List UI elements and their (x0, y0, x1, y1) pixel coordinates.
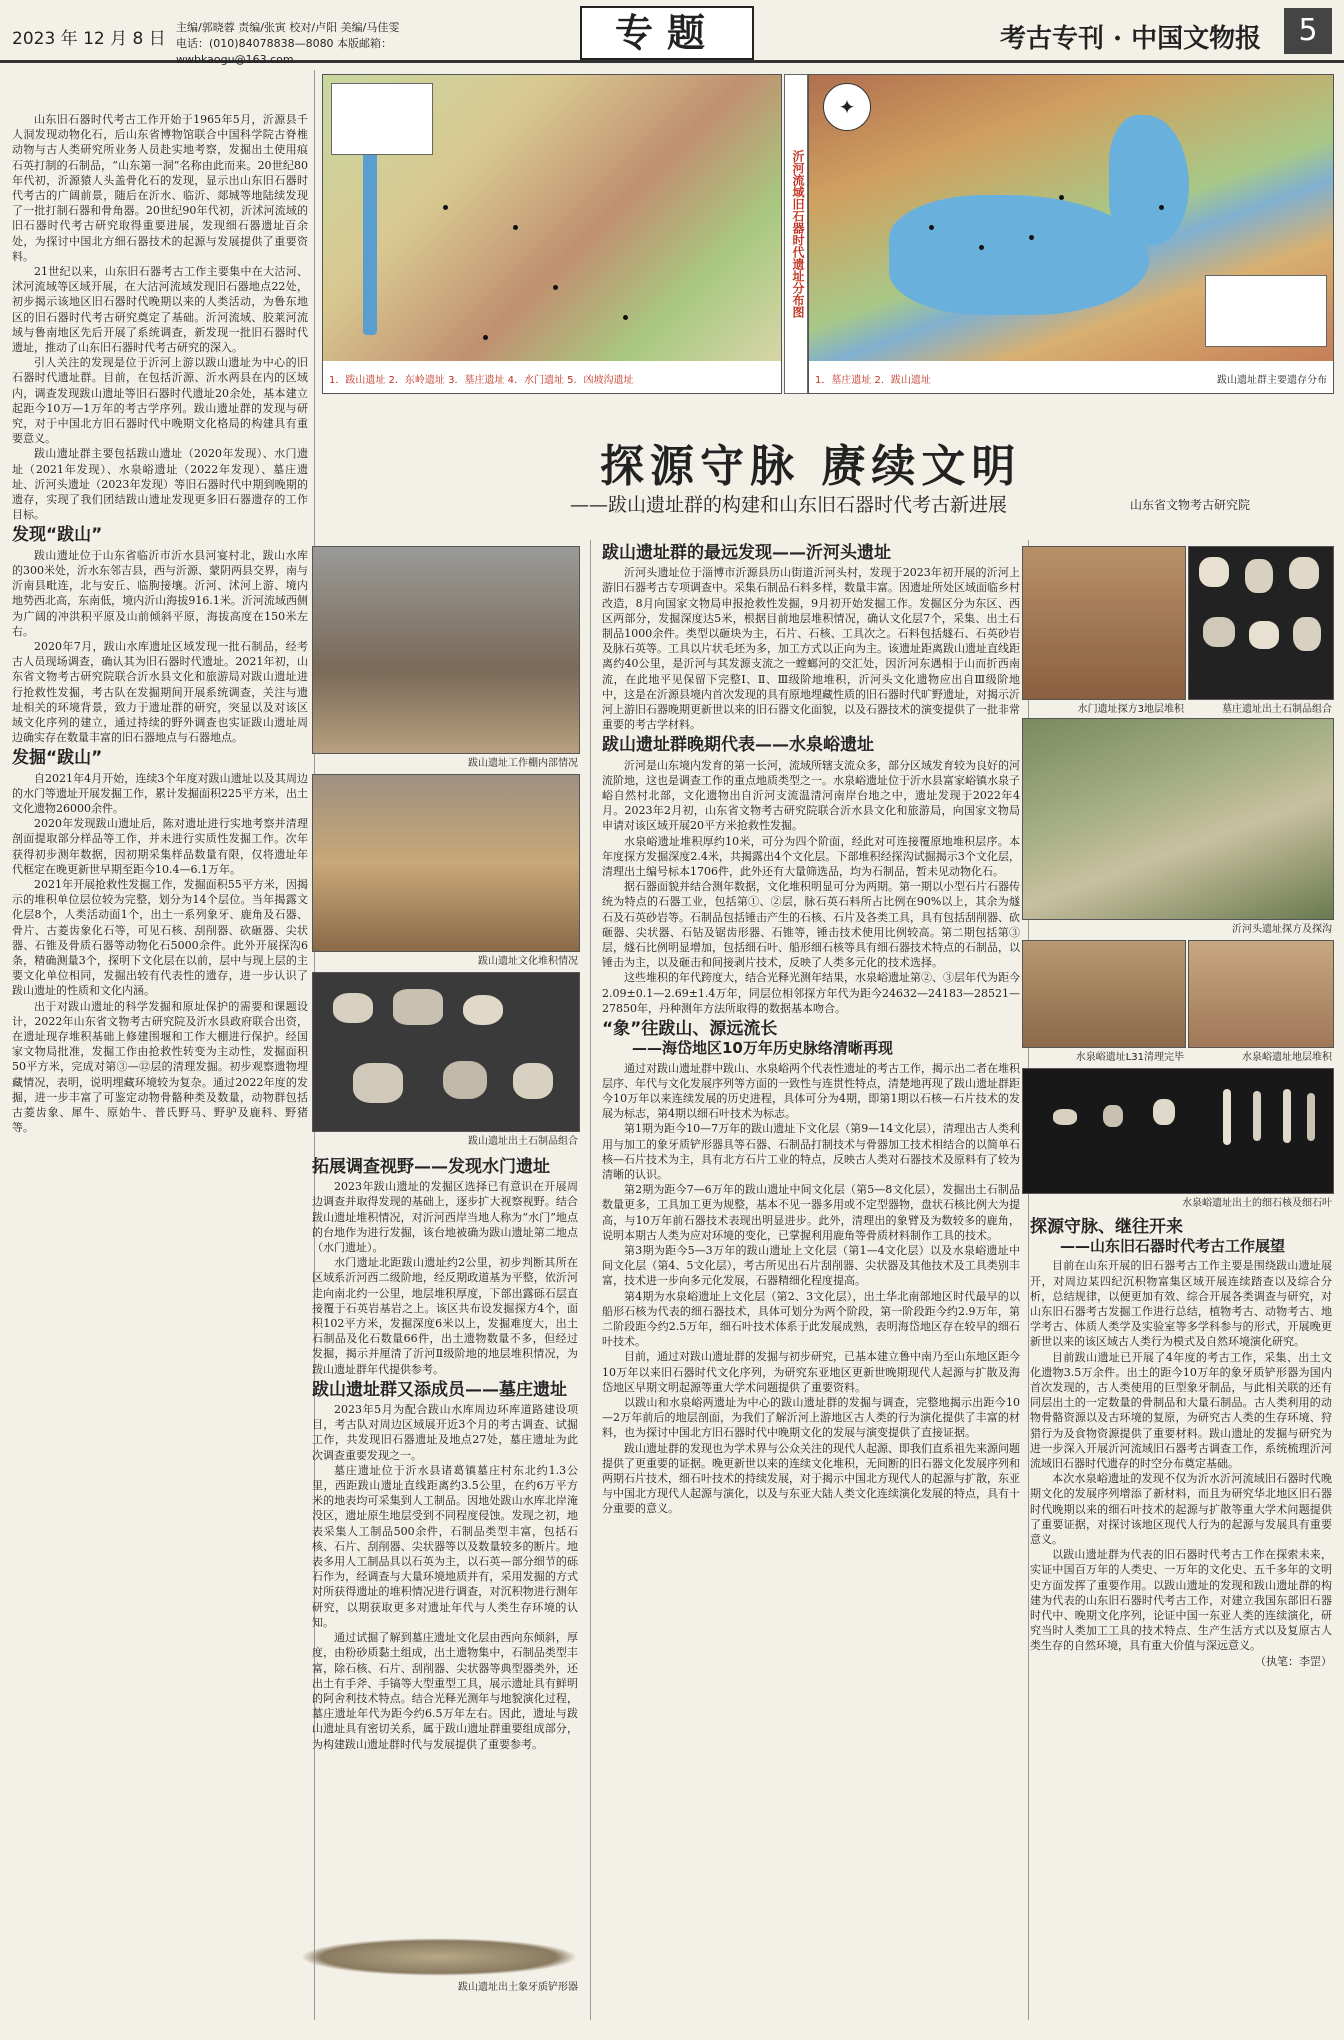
paragraph: 据石器面貌并结合测年数据，文化堆积明显可分为两期。第一期以小型石片石器传统为特点的石器工业，包括第①、②层，脉石英石料所占比例在90%以上，其余为燧石及石英砂岩等。石制品包括锤击产生的石核、石片及各类工具，具有包括刮削器、砍砸器、尖状器、石钻及锯齿形器、石锥等，锤击技术使用比例较高。第二期包括第③层，燧石比例明显增加，包括细石叶、船形细石核等具有细石器技术特点的石制品，以锤击为主，以及砸击和间接剥片技术，反映了人类多元化的技术选择。 (602, 880, 1020, 970)
left-map-legend: 1．跋山遗址 2．东岭遗址 3．墓庄遗址 4．水门遗址 5．凶坡沟遗址 (323, 361, 781, 393)
site-marker (443, 205, 448, 210)
artifact (513, 1063, 553, 1099)
paragraph: 通过试掘了解到墓庄遗址文化层由西向东倾斜，厚度，由粉砂质黏土组成，出土遗物集中，石制品类型丰富，除石核、石片、刮削器、尖状器等典型器类外，还出土有手斧、手镐等大型重型工具，展示遗址具有鲜明的阿舍利技术特点。结合光释光测年与地貌演化过程，墓庄遗址年代为距今约6.5万年左右。因此，遗址与跋山遗址具有密切关系，属于跋山遗址群重要组成部分，为构建跋山遗址群时代与发展提供了重要参考。 (312, 1631, 578, 1751)
photo-caption: 水泉峪遗址L31清理完毕 (1075, 1052, 1184, 1063)
paragraph: 本次水泉峪遗址的发现不仅为沂水沂河流域旧石器时代晚期文化的发展序列增添了新材料，而且为研究华北地区旧石器时代晚期以来的细石叶技术的起源与扩散等重大学术问题提供了重要证据，对探讨该地区现代人行为的起源与发展具有重要意义。 (1030, 1472, 1332, 1547)
site-marker (513, 225, 518, 230)
artifact (1307, 1093, 1315, 1141)
site-marker (553, 285, 558, 290)
section-heading: 发掘“跋山” (12, 748, 103, 769)
column-divider (590, 540, 591, 2020)
site-marker (979, 245, 984, 250)
paragraph: 目前，通过对跋山遗址群的发掘与初步研究，已基本建立鲁中南乃至山东地区距今10万年以来旧石器时代文化序列，为研究东亚地区更新世晚期现代人起源与扩散及海岱地区早期文明起源等重大学术问题提供了重要资料。 (602, 1350, 1020, 1394)
paragraph: 引人关注的发现是位于沂河上游以跋山遗址为中心的旧石器时代遗址群。目前，在包括沂源、沂水两县在内的区域内，调查发现跋山遗址等旧石器时代遗址20余处，基本建立起距今10万—1万年的考古学序列。跋山遗址群的发现与研究，对于中国北方旧石器时代中晚期文化格局的构建具有重要意义。 (12, 356, 308, 446)
photo-shuiquanyu-strata (1188, 940, 1334, 1048)
photo-caption: 水泉峪遗址出土的细石核及细石叶 (1182, 1198, 1332, 1209)
paragraph: 跋山遗址位于山东省临沂市沂水县河宴村北，跋山水库的300米处，沂水东邻吉县，西与沂源、蒙阴两县交界，南与沂南县毗连，北与安丘、临朐接壤。沂河、沭河上游、境内地势西北高，东南低，境内沂山海拔916.1米。沂河流域西侧为广阔的冲洪积平原及山前倾斜平原，海拔高度在150米左右。 (12, 548, 308, 638)
photo-yihetou-aerial (1022, 718, 1334, 920)
column-2 (312, 1154, 578, 1924)
paragraph: 水泉峪遗址堆积厚约10米，可分为四个阶面，经此对可连接覆原地堆积层序。本年度探方发掘深度2.4米，共揭露出4个文化层。下部堆积经探沟试掘揭示3个文化层，清理出土编号标本1706件，此外还有大量筛选品，均为石制品，暂未见动物化石。 (602, 834, 1020, 879)
artifact (443, 1061, 487, 1099)
section-heading: 发现“跋山” (12, 525, 103, 546)
inset-map (331, 83, 433, 155)
artifact (463, 995, 503, 1025)
paragraph: 跋山遗址群主要包括跋山遗址（2020年发现）、水门遗址（2021年发现）、水泉峪遗址（2022年发现）、墓庄遗址、沂河头遗址（2023年发现）等旧石器时代中期到晚期的遗存，实现了我们团结跋山遗址发现更多旧石器遗存的工作目标。 (12, 447, 308, 522)
paragraph: 墓庄遗址位于沂水县诸葛镇墓庄村东北约1.3公里，西距跋山遗址直线距离约3.5公里，在约6万平方米的地表均可采集到人工制品。因地处跋山水库北岸淹没区，遗址原生地层受到不同程度侵蚀。发现之初，地表采集人工制品500余件，石制品类型丰富，包括石核、石片、刮削器、尖状器等以及数量较多的断片。地表多用人工制品具以石英为主，以石英—部分细节的砾石作为，经调查与大量环境地质并有，采用发掘的方式对所获得遗址的堆积情况进行调查，对沉积物进行测年研究，以期获取更多对遗址年代与人类生存环境的认知。 (312, 1463, 578, 1629)
artifact (1293, 617, 1321, 651)
ivory-shovel-artifact (300, 1938, 578, 1976)
artifact (1203, 617, 1235, 647)
right-map-legend-text: 1．墓庄遗址 2．跋山遗址 (815, 375, 931, 386)
column-1 (12, 112, 308, 2000)
artifact (1153, 1099, 1175, 1125)
newspaper-title: 考古专刊 · 中国文物报 (1000, 24, 1262, 54)
article-title: 探源守脉 赓续文明 (600, 441, 1022, 492)
section-heading: 跋山遗址群的最远发现——沂河头遗址 (602, 543, 891, 563)
river-line (363, 135, 377, 335)
paragraph: 水门遗址北距跋山遗址约2公里，初步判断其所在区域系沂河西二级阶地，经反期政道基为平整，依沂河走向南北约一公里，地层堆积厚度，下部出露砾石层直接覆于石英岩基岩之上。该区共布设发掘探方4个，面积102平方米，发掘深度6米以上，发掘难度大，出土石制品及化石数量66件，出土遗物数量不多，但经过发掘，揭示并厘清了沂河Ⅱ级阶地的地层堆积情况，为跋山遗址群年代提供参考。 (312, 1256, 578, 1376)
author-signature: （执笔：李罡） (1255, 1654, 1332, 1668)
section-heading: 跋山遗址群晚期代表——水泉峪遗址 (602, 735, 874, 756)
left-distribution-map (322, 74, 782, 394)
site-marker (1029, 235, 1034, 240)
photo-caption: 跋山遗址工作棚内部情况 (468, 758, 578, 769)
artifact (1223, 1089, 1231, 1145)
photo-caption: 水门遗址探方3地层堆积 (1077, 704, 1184, 715)
paragraph: 2020年7月，跋山水库遗址区域发现一批石制品，经考古人员现场调查，确认其为旧石器时代遗址。2021年初，山东省文物考古研究院联合沂水县文化和旅游局对跋山遗址进行抢救性发掘，考古队在发掘期间开展系统调查，关注与遗址相关的环境背景，致力于遗址群的研究，突显以及对该区域文化序列的建立，通过持续的野外调查也实证跋山遗址周边确实存在数量丰富的旧石器地点与石器地点。 (12, 639, 308, 745)
paragraph: 第2期为距今7—6万年的跋山遗址中间文化层（第5—8文化层），发掘出土石制品数量更多，工具加工更为规整，基本不见一器多用或不定型器物，盘状石核比例大为提高，与10万年前石器技术表现出明显进步。此外，清理出的象臂及为数较多的鹿角，说明本期古人类为应对环境的变化，已掌握利用鹿角等骨质材料制作工具的技术。 (602, 1183, 1020, 1242)
paragraph: 这些堆积的年代跨度大，结合光释光测年结果，水泉峪遗址第②、③层年代为距今2.09±0.1—2.69±1.4万年，同层位相邻探方年代为距今24632—24183—28521—27850年，丹种测年方法所取得的数据基本吻合。 (602, 971, 1020, 1015)
artifact (1283, 1089, 1291, 1143)
paragraph: 2023年5月为配合跋山水库周边环库道路建设项目，考古队对周边区域展开近3个月的考古调查、试掘工作，共发现旧石器遗址及地点27处，墓庄遗址为此次调查重要发现之一。 (312, 1403, 578, 1462)
paragraph: 2023年跋山遗址的发掘区选择已有意识在开展周边调查并取得发现的基础上，逐步扩大视察视野。结合跋山遗址堆积情况，对沂河西岸当地人称为“水门”地点的台地作为进行发掘，该台地被确为跋山遗址第二地点（水门遗址）。 (312, 1180, 578, 1255)
artifact (1053, 1109, 1077, 1125)
right-distribution-map (808, 74, 1334, 394)
section-heading: 探源守脉、继往开来 (1030, 1217, 1183, 1237)
paragraph: 第3期为距今5—3万年的跋山遗址上文化层（第1—4文化层）以及水泉峪遗址中间文化层（第4、5文化层），考古所见出石片刮削器、尖状器及其他技术及工具类别丰富，技术进一步向多元化发展，石器精细化程度提高。 (602, 1243, 1020, 1288)
paragraph: 2021年开展抢救性发掘工作，发掘面积55平方米，因揭示的堆积单位层位较为完整，划分为14个层位。当年揭露文化层8个，人类活动面1个，出土一系列象牙、鹿角及石器、骨片、古菱齿象化石等，可见石核、刮削器、砍砸器、尖状器、石锥及骨质石器等动物化石5000余件。此外开展探沟6条，精确测量3个，探明下文化层在以前，层中与现上层的主要文化单位相同，发掘出较有代表性的遗存，进一步认识了跋山遗址的性质和文化内涵。 (12, 877, 308, 998)
artifact (1199, 557, 1229, 587)
photo-caption: 跋山遗址出土石制品组合 (468, 1136, 578, 1147)
paragraph: 以跋山和水泉峪两遗址为中心的跋山遗址群的发掘与调查，完整地揭示出距今10—2万年前后的地层剖面，为我们了解沂河上游地区古人类的行为演化提供了丰富的材料，也为探讨中国北方旧石器时代中晚期文化的发展与演变提供了直接证据。 (602, 1395, 1020, 1440)
page-number: 5 (1284, 8, 1332, 54)
photo-shuimen-strata (1022, 546, 1186, 700)
site-marker (483, 335, 488, 340)
section-heading: “象”往跋山、源远流长 (602, 1019, 778, 1040)
article-subtitle: ——跋山遗址群的构建和山东旧石器时代考古新进展 (570, 494, 1008, 516)
editor-credits (176, 20, 506, 68)
photo-caption: 跋山遗址出土象牙质铲形器 (458, 1982, 578, 1993)
paragraph: 以跋山遗址群为代表的旧石器时代考古工作在探索未来，实证中国百万年的人类史、一万年的文化史、五千多年的文明史方面发挥了重要作用。以跋山遗址的发现和跋山遗址群的构建为代表的山东旧石器时代考古工作，对建立我国东部旧石器时代中、晚期文化序列，论证中国一东亚人类的连续演化，研究当时人类加工工具的技术特点、生产生活方式以及复原古人类生存的自然环境，具有重大价值与深远意义。 (1030, 1548, 1332, 1653)
artifact (1289, 557, 1319, 589)
site-marker (623, 315, 628, 320)
column-4 (1030, 1214, 1332, 2014)
photo-caption: 水泉峪遗址地层堆积 (1242, 1052, 1332, 1063)
photo-caption: 跋山遗址文化堆积情况 (478, 956, 578, 967)
paragraph: 通过对跋山遗址群中跋山、水泉峪两个代表性遗址的考古工作，揭示出二者在堆积层序、年代与文化发展序列等方面的一致性与连贯性特点，清楚地再现了跋山遗址群距今10万年以来连续发展的历史进程，具体可分为4期，即第1期以石核—石片技术的发展为标志，第4期以细石叶技术为标志。 (602, 1061, 1020, 1121)
paragraph: 目前跋山遗址已开展了4年度的考古工作，采集、出土文化遗物3.5万余件。出土的距今10万年的象牙质铲形器为国内首次发现的，古人类使用的巨型象牙制品，与此相关联的还有同层出土的一定数量的骨制品和大量石制品。古人类利用的动物骨骼资源以及古环境的复原，为研究古人类的生存环境、狩猎行为及食物资源提供了重要材料。跋山遗址的发掘与研究为进一步深入开展沂河流域旧石器考古调查工作，系统梳理沂河流域旧石器时代遗存的时空分布奠定基础。 (1030, 1350, 1332, 1471)
section-subheading: ——山东旧石器时代考古工作展望 (1060, 1237, 1286, 1256)
compass-icon: ✦ (823, 83, 871, 131)
paragraph: 21世纪以来，山东旧石器考古工作主要集中在大沽河、沭河流域等区域开展，在大沽河流域发现旧石器地点22处，初步揭示该地区旧石器时代晚期以来的人类活动，为鲁东地区的旧石器时代考古研究奠定了基础。沂河流域、胶莱河流域与鲁南地区先后开展了系统调查，新发现一批旧石器时代遗址，推动了山东旧石器时代考古研究的深入。 (12, 265, 308, 355)
paragraph: 山东旧石器时代考古工作开始于1965年5月，沂源县千人洞发现动物化石，后山东省博物馆联合中国科学院古脊椎动物与古人类研究所业务人员赴实地考察，发掘出土使用痕石英打制的石制品，“山东第一洞”名称由此而来。20世纪80年代初，沂源猿人头盖骨化石的发现，显示出山东旧石器时代考古的广阔前景，随后在沂水、临沂、郯城等地陆续发现了一批打制石器和骨角器。20世纪90年代初，沂沭河流域的旧石器时代考古研究取得重要进展，发现细石器遗址百余处，为探讨中国北方细石器技术的起源与发展提供了重要资料。 (12, 113, 308, 263)
site-marker (1059, 195, 1064, 200)
paragraph: 跋山遗址群的发现也为学术界与公众关注的现代人起源、即我们直系祖先来源问题提供了更重要的证据。晚更新世以来的连续文化堆积，无间断的旧石器文化发展序列和两期石片技术，细石叶技术的持续发展，对于揭示中国北方现代人的起源与扩散，东亚与中国北方现代人起源与演化，以及与东亚大陆人类文化连续演化发展的特点，具有十分重要的意义。 (602, 1441, 1020, 1516)
reservoir-arm (1109, 115, 1189, 245)
photo-stone-tools (312, 972, 580, 1132)
photo-caption: 墓庄遗址出土石制品组合 (1222, 704, 1332, 715)
map-caption: 跋山遗址群主要遗存分布 (1217, 375, 1327, 386)
paragraph: 沂河头遗址位于淄博市沂源县历山街道沂河头村，发现于2023年初开展的沂河上游旧石器考古专项调查中。采集石制品石料多样，数量丰富。因遗址所处区域面临乡村改造，8月向国家文物局申报抢救性发掘，9月初开始发掘工作。发掘区分为东区、西区两部分，发掘深度达5米，根据目前地层堆积情况，确认文化层7个，采集、出土石制品1000余件。类型以砸块为主，石片、石核、工具次之。石料包括燧石、石英砂岩及脉石英等。工具以片状毛坯为多，加工方式以正向为主。该遗址距离跋山遗址直线距离约40公里，是沂河与其发源支流之一螳螂河的交汇处，因沂河东遇相于山而折西南流，在此地平见保留下完整Ⅰ、Ⅱ、Ⅲ级阶地堆积，沂河头文化遗物应出自Ⅲ级阶地中，这是在沂源县境内首次发现的具有原地埋藏性质的旧石器时代旷野遗址，对揭示沂河上游旧石器晚期更新世以来的旧石器文化面貌，以及石器技术的演变提供了一批非常重要的考古学材料。 (602, 566, 1020, 732)
paragraph: 目前在山东开展的旧石器考古工作主要是围绕跋山遗址展开，对周边某四纪沉积物富集区域开展连续踏查以及综合分析，总结规律，以便更加有效、综合开展各类调查与研究，对山东旧石器考古发掘工作进行总结，植物考古、动物考古、地学考古、体质人类学及实验室等多学科参与的形式，开展晚更新世以来的该区域古人类行为模式及自然环境演化研究。 (1030, 1259, 1332, 1349)
artifact (353, 1063, 403, 1103)
paragraph: 第4期为水泉峪遗址上文化层（第2、3文化层），出土华北南部地区时代最早的以船形石核为代表的细石器技术，具体可划分为两个阶段，第一阶段距今约2.9万年，第二阶段距今约2.5万年，细石叶技术体系于此发展成熟，表明海岱地区存在较早的细石叶技术。 (602, 1289, 1020, 1349)
issue-date: 2023 年 12 月 8 日 (12, 29, 166, 49)
right-map-legend (809, 361, 1333, 393)
map-vertical-label: 沂河流域旧石器时代遗址分布图 (784, 74, 808, 394)
photo-stratigraphy (312, 774, 580, 952)
photo-microblades (1022, 1068, 1334, 1194)
photo-work-shed (312, 546, 580, 754)
map-legend-box (1205, 275, 1327, 347)
site-marker (929, 225, 934, 230)
artifact (1245, 559, 1273, 593)
paragraph: 第1期为距今10—7万年的跋山遗址下文化层（第9—14文化层），清理出古人类利用与加工的象牙质铲形器具等石器、石制品打制技术与骨器加工技术相结合的以简单石核—石片技术为主，具有北方石片工业的特点，反映古人类对石器技术及原料有了较为清晰的认识。 (602, 1122, 1020, 1181)
paragraph: 沂河是山东境内发育的第一长河，流域所辖支流众多，部分区域发育较为良好的河流阶地，这也是调查工作的重点地质类型之一。水泉峪遗址位于沂水县富家峪镇水泉子峪自然村北部，文化遗物出自沂河支流温清河南岸台地之中，遗址发现于2022年4月。2023年2月初，山东省文物考古研究院联合沂水县文化和旅游局，向国家文物局申请对该区域开展20平方米抢救性发掘。 (602, 758, 1020, 833)
section-subheading: ——海岱地区10万年历史脉络清晰再现 (632, 1039, 893, 1058)
section-banner: 专题 (580, 6, 754, 60)
artifact (1253, 1091, 1261, 1141)
article-author: 山东省文物考古研究院 (1130, 498, 1251, 512)
editor-credits-line1: 主编/郭晓蓉 责编/张寅 校对/卢阳 美编/马佳雯 (176, 21, 400, 34)
section-heading: 跋山遗址群又添成员——墓庄遗址 (312, 1379, 567, 1400)
page-header (0, 0, 1344, 66)
paragraph: 2020年发现跋山遗址后，陈对遗址进行实地考察并清理剖面提取部分样品等工作，并未进行实质性发掘工作。次年获得初步测年数据，因初期采集样品数量有限，仅将遗址年代框定在晚更新世早期至距今10.4—6.1万年。 (12, 817, 308, 876)
paragraph: 出于对跋山遗址的科学发掘和原址保护的需要和课题设计，2022年山东省文物考古研究院及沂水县政府联合出资，在遗址现存堆积基础上修建围堰和工作大棚进行保护。经国家文物局批准，发掘工作由抢救性转变为主动性，发掘面积50平方米，完成对第③—⑫层的清理发掘。初步观察遗物埋藏情况，表明，说明埋藏环境较为复杂。通过2022年度的发掘，进一步丰富了可鉴定动物骨骼种类及数量，动物群包括古菱齿象、犀牛、原始牛、普氏野马、野驴及鹿科、野猪等。 (12, 999, 308, 1135)
editor-credits-line2: 电话：(010)84078838—8080 本版邮箱：wwbkaogu@163.com (176, 37, 393, 66)
artifact (1249, 621, 1279, 649)
photo-muzhuang-tools (1188, 546, 1334, 700)
site-marker (1159, 205, 1164, 210)
photo-caption: 沂河头遗址探方及探沟 (1232, 924, 1332, 935)
artifact (1103, 1105, 1123, 1127)
artifact (393, 989, 443, 1025)
paragraph: 自2021年4月开始，连续3个年度对跋山遗址以及其周边的水门等遗址开展发掘工作，累计发掘面积225平方米，出土文化遗物26000余件。 (12, 771, 308, 815)
section-heading: 拓展调查视野——发现水门遗址 (312, 1157, 550, 1177)
artifact (333, 993, 373, 1023)
column-3 (602, 540, 1020, 2010)
photo-shuiquanyu-l31 (1022, 940, 1186, 1048)
